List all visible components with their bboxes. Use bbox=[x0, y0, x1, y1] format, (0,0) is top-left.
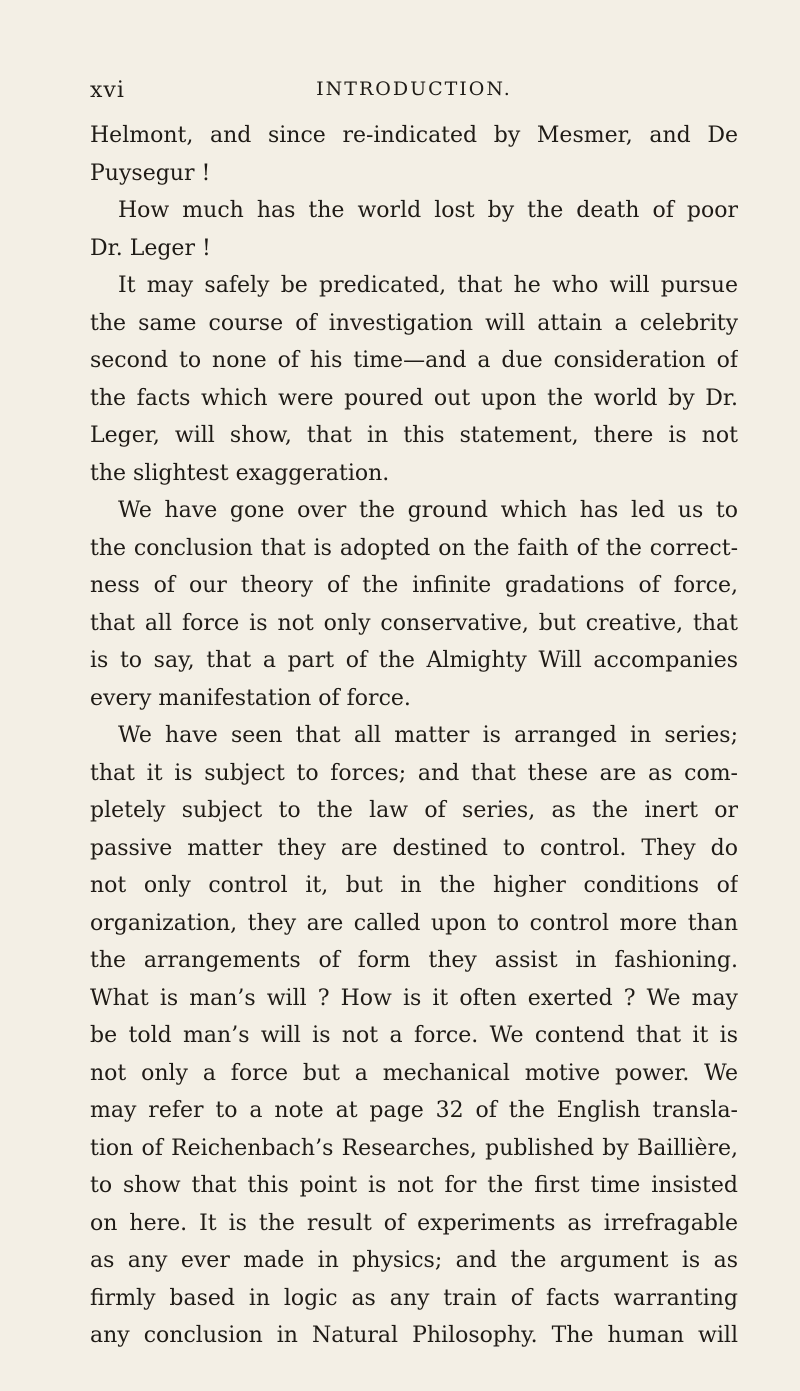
text-line: to show that this point is not for the first time insisted bbox=[90, 1173, 738, 1198]
text-line: We have gone over the ground which has led us to bbox=[118, 498, 738, 523]
text-line: Helmont, and since re-indicated by Mesmer, and De bbox=[90, 123, 738, 148]
text-line: the slightest exaggeration. bbox=[90, 460, 390, 486]
text-line: as any ever made in physics; and the argument is as bbox=[90, 1248, 738, 1273]
text-line: second to none of his time—and a due consideration of bbox=[90, 348, 738, 373]
text-line: the same course of investigation will attain a celebrity bbox=[90, 310, 738, 336]
text-line: Dr. Leger ! bbox=[90, 235, 211, 261]
text-line: is to say, that a part of the Almighty Will accompanies bbox=[90, 648, 738, 673]
text-line: the arrangements of form they assist in fashioning. bbox=[90, 948, 738, 973]
text-line: What is man’s will ? How is it often exerted ? We may bbox=[90, 985, 738, 1011]
running-title: INTRODUCTION. bbox=[316, 78, 512, 100]
text-line: that all force is not only conservative, but creative, that bbox=[90, 610, 738, 636]
text-line: Puysegur ! bbox=[90, 160, 211, 186]
text-line: passive matter they are destined to control. They do bbox=[90, 835, 738, 861]
page-header bbox=[90, 78, 738, 108]
text-line: may refer to a note at page 32 of the English transla- bbox=[90, 1098, 738, 1123]
text-line: firmly based in logic as any train of facts warranting bbox=[90, 1285, 738, 1311]
text-line: organization, they are called upon to control more than bbox=[90, 910, 738, 936]
text-line: tion of Reichenbach’s Researches, published by Baillière, bbox=[90, 1135, 738, 1161]
text-line: not only control it, but in the higher conditions of bbox=[90, 873, 738, 898]
body-text bbox=[90, 117, 738, 1355]
text-line: not only a force but a mechanical motive power. We bbox=[90, 1060, 738, 1086]
text-line: pletely subject to the law of series, as the inert or bbox=[90, 798, 738, 823]
text-line: every manifestation of force. bbox=[90, 685, 411, 711]
text-line: that it is subject to forces; and that these are as com- bbox=[90, 760, 738, 786]
text-line: the conclusion that is adopted on the faith of the correct- bbox=[90, 535, 738, 561]
text-line: ness of our theory of the infinite gradations of force, bbox=[90, 573, 738, 598]
text-line: be told man’s will is not a force. We contend that it is bbox=[90, 1023, 738, 1048]
text-line: Leger, will show, that in this statement, there is not bbox=[90, 423, 738, 448]
text-line: the facts which were poured out upon the world by Dr. bbox=[90, 385, 738, 411]
text-line: How much has the world lost by the death of poor bbox=[118, 198, 738, 223]
text-line: any conclusion in Natural Philosophy. The human will bbox=[90, 1323, 738, 1348]
text-line: on here. It is the result of experiments as irrefragable bbox=[90, 1210, 738, 1236]
text-line: It may safely be predicated, that he who will pursue bbox=[118, 273, 738, 298]
text-line: We have seen that all matter is arranged in series; bbox=[118, 723, 738, 748]
page-number: xvi bbox=[90, 78, 125, 103]
